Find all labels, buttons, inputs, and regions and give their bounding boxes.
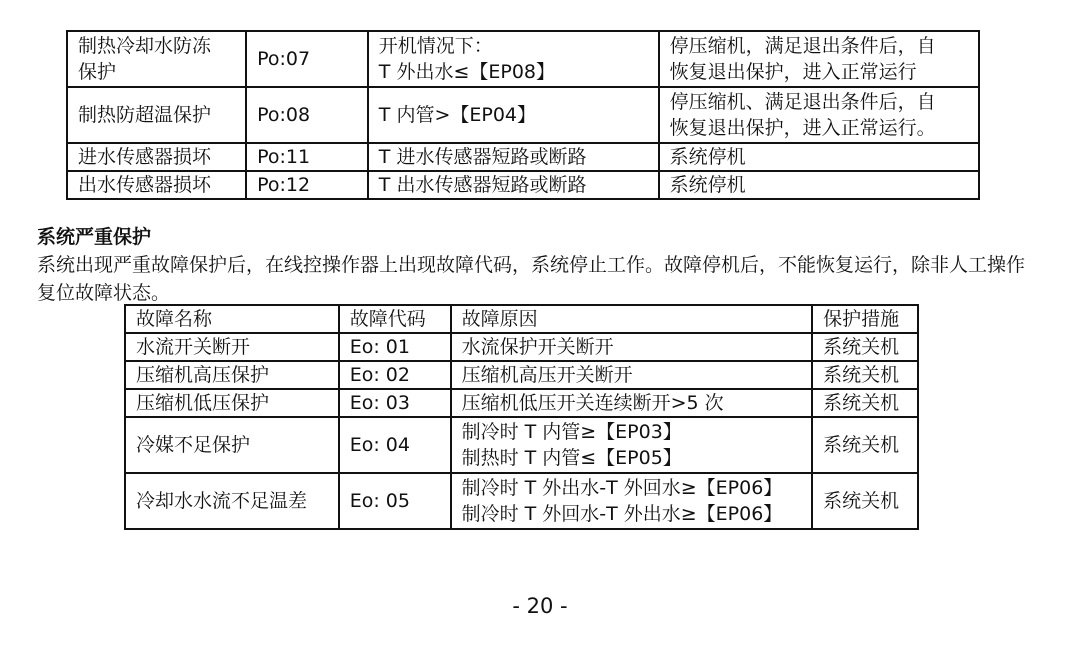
table-row (125, 417, 918, 473)
header-fault-cause: 故障原因 (451, 305, 813, 333)
fault-code-cell: Eo: 01 (339, 333, 451, 361)
fault-name-cell: 冷媒不足保护 (125, 417, 339, 473)
fault-name-cell: 制热冷却水防冻 保护 (67, 31, 246, 87)
fault-code-cell: Po:08 (246, 87, 368, 143)
fault-name-cell: 压缩机高压保护 (125, 361, 339, 389)
header-protection-measure: 保护措施 (812, 305, 918, 333)
serious-protection-table (124, 304, 919, 530)
table-row (125, 333, 918, 361)
table-row (67, 143, 979, 171)
table-header-row (125, 305, 918, 333)
fault-code-cell: Eo: 04 (339, 417, 451, 473)
fault-action-cell: 停压缩机，满足退出条件后，自 恢复退出保护，进入正常运行 (659, 31, 979, 87)
protection-table (66, 30, 980, 200)
table-row (125, 473, 918, 529)
fault-name-cell: 出水传感器损坏 (67, 171, 246, 199)
fault-cause-cell: 压缩机高压开关断开 (451, 361, 813, 389)
fault-action-cell: 系统关机 (812, 389, 918, 417)
fault-action-cell: 系统关机 (812, 333, 918, 361)
fault-cause-cell: T 出水传感器短路或断路 (368, 171, 659, 199)
fault-cause-cell: 压缩机低压开关连续断开>5 次 (451, 389, 813, 417)
section-paragraph: 系统出现严重故障保护后，在线控操作器上出现故障代码，系统停止工作。故障停机后，不能恢复运行，除非人工操作复位故障状态。 (37, 254, 1026, 304)
table-row (125, 361, 918, 389)
fault-code-cell: Po:12 (246, 171, 368, 199)
header-fault-name: 故障名称 (125, 305, 339, 333)
table-row (67, 31, 979, 87)
fault-action-cell: 系统关机 (812, 361, 918, 389)
fault-name-cell: 压缩机低压保护 (125, 389, 339, 417)
fault-action-cell: 系统关机 (812, 417, 918, 473)
fault-action-cell: 系统关机 (812, 473, 918, 529)
table-row (67, 171, 979, 199)
fault-action-cell: 停压缩机、满足退出条件后，自 恢复退出保护，进入正常运行。 (659, 87, 979, 143)
fault-action-cell: 系统停机 (659, 171, 979, 199)
table-row (67, 87, 979, 143)
fault-name-cell: 水流开关断开 (125, 333, 339, 361)
fault-code-cell: Po:11 (246, 143, 368, 171)
section-title: 系统严重保护 (37, 226, 152, 248)
fault-cause-cell: 制冷时 T 外出水-T 外回水≥【EP06】 制冷时 T 外回水-T 外出水≥【EP06】 (451, 473, 813, 529)
fault-name-cell: 冷却水水流不足温差 (125, 473, 339, 529)
fault-cause-cell: T 内管>【EP04】 (368, 87, 659, 143)
fault-name-cell: 制热防超温保护 (67, 87, 246, 143)
fault-cause-cell: 制冷时 T 内管≥【EP03】 制热时 T 内管≤【EP05】 (451, 417, 813, 473)
fault-cause-cell: T 进水传感器短路或断路 (368, 143, 659, 171)
header-fault-code: 故障代码 (339, 305, 451, 333)
fault-cause-cell: 开机情况下： T 外出水≤【EP08】 (368, 31, 659, 87)
fault-cause-cell: 水流保护开关断开 (451, 333, 813, 361)
table-row (125, 389, 918, 417)
fault-code-cell: Eo: 02 (339, 361, 451, 389)
fault-code-cell: Eo: 05 (339, 473, 451, 529)
fault-code-cell: Eo: 03 (339, 389, 451, 417)
fault-name-cell: 进水传感器损坏 (67, 143, 246, 171)
page-number: - 20 - (512, 594, 568, 618)
fault-action-cell: 系统停机 (659, 143, 979, 171)
fault-code-cell: Po:07 (246, 31, 368, 87)
